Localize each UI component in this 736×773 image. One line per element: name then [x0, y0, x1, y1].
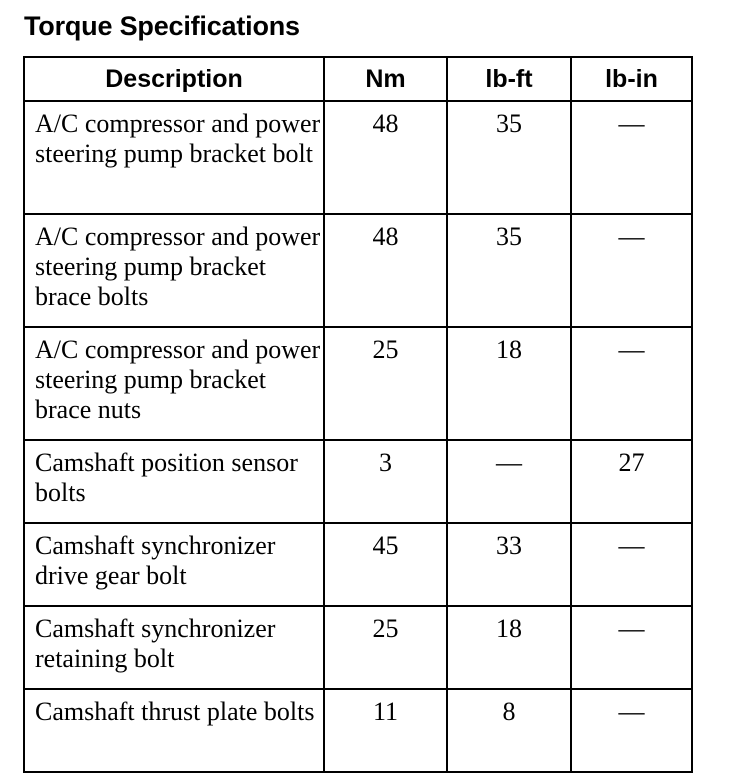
- table-row: [24, 606, 692, 689]
- page-title: Torque Specifications: [24, 11, 300, 41]
- torque-spec-table: [23, 56, 693, 773]
- row-description: Camshaft thrust plate bolts: [24, 689, 324, 772]
- table-row: [24, 523, 692, 606]
- row-lb-in: —: [571, 523, 692, 606]
- row-lb-ft: 8: [447, 689, 571, 772]
- row-description: Camshaft position sensor bolts: [24, 440, 324, 523]
- row-nm: 48: [324, 214, 447, 327]
- row-description: A/C compressor and power steering pump bracket brace bolts: [24, 214, 324, 327]
- row-nm: 45: [324, 523, 447, 606]
- row-lb-in: 27: [571, 440, 692, 523]
- table-row: [24, 101, 692, 214]
- row-nm: 11: [324, 689, 447, 772]
- row-description: Camshaft synchronizer drive gear bolt: [24, 523, 324, 606]
- row-description: Camshaft synchronizer retaining bolt: [24, 606, 324, 689]
- table-row: [24, 440, 692, 523]
- row-description: A/C compressor and power steering pump bracket brace nuts: [24, 327, 324, 440]
- row-nm: 25: [324, 606, 447, 689]
- table-row: [24, 214, 692, 327]
- row-lb-in: —: [571, 327, 692, 440]
- header-lb-in: lb-in: [571, 57, 692, 101]
- row-nm: 25: [324, 327, 447, 440]
- table-header-row: [24, 57, 692, 101]
- row-lb-ft: 35: [447, 101, 571, 214]
- header-description: Description: [24, 57, 324, 101]
- row-nm: 48: [324, 101, 447, 214]
- table-row: [24, 327, 692, 440]
- row-description: A/C compressor and power steering pump bracket bolt: [24, 101, 324, 214]
- header-lb-ft: lb-ft: [447, 57, 571, 101]
- row-lb-in: —: [571, 101, 692, 214]
- row-nm: 3: [324, 440, 447, 523]
- row-lb-in: —: [571, 214, 692, 327]
- row-lb-ft: 33: [447, 523, 571, 606]
- table-row: [24, 689, 692, 772]
- row-lb-in: —: [571, 689, 692, 772]
- header-nm: Nm: [324, 57, 447, 101]
- row-lb-in: —: [571, 606, 692, 689]
- row-lb-ft: 18: [447, 327, 571, 440]
- row-lb-ft: —: [447, 440, 571, 523]
- row-lb-ft: 18: [447, 606, 571, 689]
- row-lb-ft: 35: [447, 214, 571, 327]
